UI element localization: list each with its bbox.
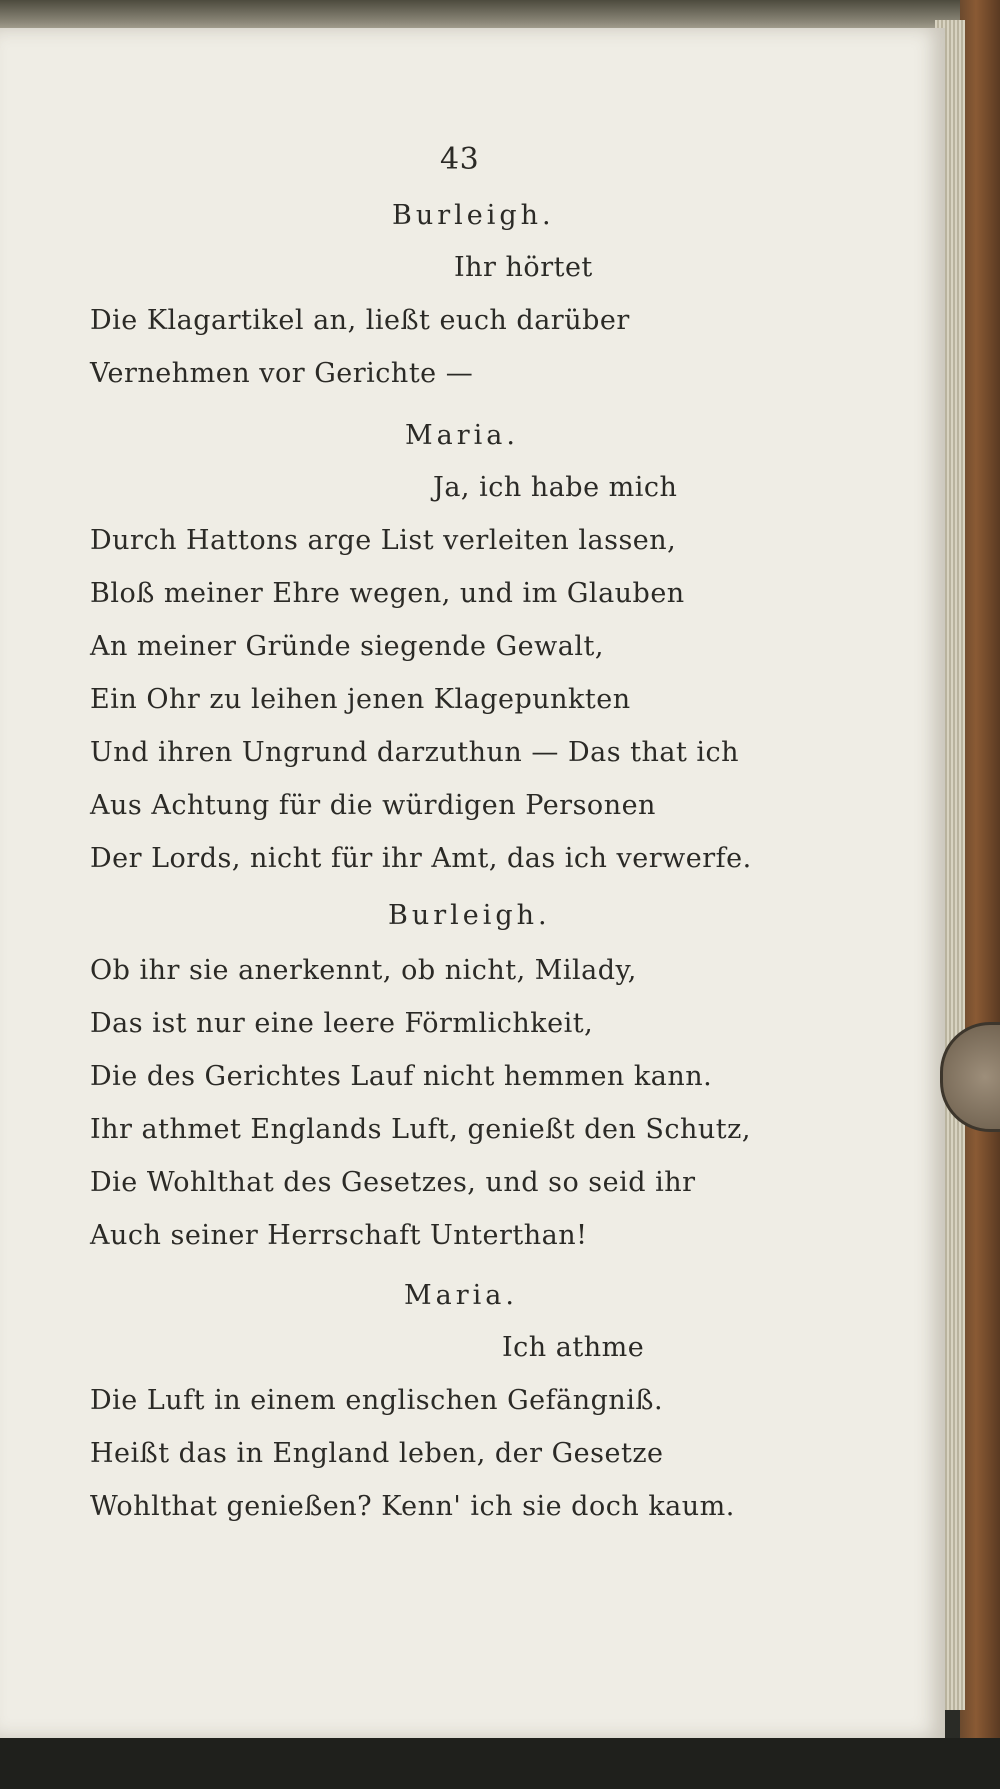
verse-line: Ich athme [502,1332,645,1363]
verse-line: Die Klagartikel an, ließt euch darüber [90,305,630,336]
verse-line: Die des Gerichtes Lauf nicht hemmen kann. [90,1061,713,1092]
verse-line: An meiner Gründe siegende Gewalt, [90,631,604,662]
verse-line: Bloß meiner Ehre wegen, und im Glauben [90,578,685,609]
verse-line: Die Luft in einem englischen Gefängniß. [90,1385,664,1416]
verse-line: Durch Hattons arge List verleiten lassen, [90,525,677,556]
speaker-name: Maria. [405,420,519,451]
verse-line: Auch seiner Herrschaft Unterthan! [90,1220,588,1251]
verse-line: Der Lords, nicht für ihr Amt, das ich verwerfe. [90,843,752,874]
book-page [0,28,945,1738]
verse-line: Ein Ohr zu leihen jenen Klagepunkten [90,684,631,715]
verse-line: Das ist nur eine leere Förmlichkeit, [90,1008,594,1039]
verse-line: Aus Achtung für die würdigen Personen [90,790,656,821]
speaker-name: Burleigh. [388,900,551,931]
page-number: 43 [440,142,480,177]
verse-line: Wohlthat genießen? Kenn' ich sie doch kaum. [90,1491,735,1522]
speaker-name: Burleigh. [392,200,555,231]
verse-line: Ja, ich habe mich [433,472,678,503]
verse-line: Heißt das in England leben, der Gesetze [90,1438,664,1469]
bottom-background [0,1738,1000,1789]
verse-line: Vernehmen vor Gerichte — [90,358,474,389]
verse-line: Ob ihr sie anerkennt, ob nicht, Milady, [90,955,637,986]
speaker-name: Maria. [404,1280,518,1311]
verse-line: Die Wohlthat des Gesetzes, und so seid ihr [90,1167,696,1198]
verse-line: Ihr hörtet [454,252,593,283]
verse-line: Ihr athmet Englands Luft, genießt den Schutz, [90,1114,751,1145]
book-cover-edge [960,0,1000,1789]
verse-line: Und ihren Ungrund darzuthun — Das that ich [90,737,740,768]
